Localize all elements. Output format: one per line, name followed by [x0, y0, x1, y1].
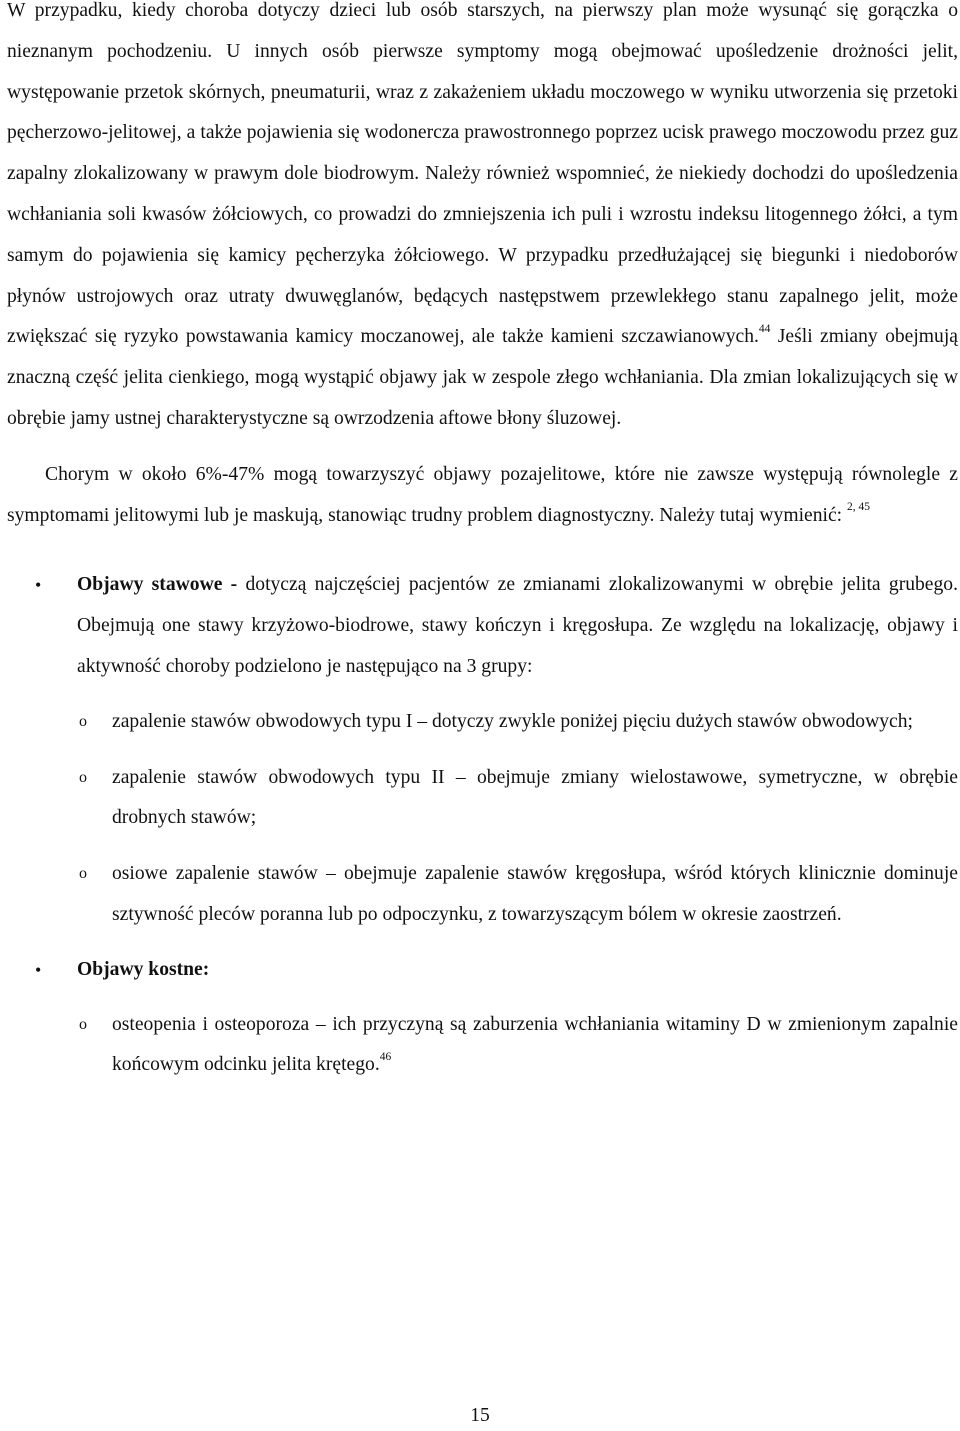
- circle-bullet-icon: o: [79, 768, 87, 786]
- sub-list-item: [7, 1005, 958, 1087]
- sub-list-item: [7, 758, 958, 840]
- document-page: [7, 0, 958, 1086]
- sub-list-bone: [7, 1005, 958, 1087]
- sub-list-item-text: osiowe zapalenie stawów – obejmuje zapalenie stawów kręgosłupa, wśród których klinicznie dominuje sztywność pleców poranna lub po odpoczynku, z towarzyszącym bólem w okresie zaostrzeń.: [112, 863, 958, 925]
- paragraph-text: Jeśli zmiany obejmują znaczną część jelita cienkiego, mogą wystąpić objawy jak w zespole złego wchłaniania. Dla zmian lokalizujących się w obrębie jamy ustnej charakterystyczne są owrzodzenia aftowe błony śluzowej.: [7, 326, 958, 429]
- sub-list-joint-groups: [7, 702, 958, 936]
- bullet-icon: •: [35, 575, 42, 596]
- paragraph-text: W przypadku, kiedy choroba dotyczy dzieci lub osób starszych, na pierwszy plan może wysunąć się gorączka o nieznanym pochodzeniu. U innych osób pierwsze symptomy mogą obejmować upośledzenie drożności jelit, występowanie przetok skórnych, pneumaturii, wraz z zakażeniem układu moczowego w wyniku utworzenia się przetoki pęcherzowo-jelitowej, a także pojawienia się wodonercza prawostronnego poprzez ucisk prawego moczowodu przez guz zapalny zlokalizowany w prawym dole biodrowym. Należy również wspomnieć, że niekiedy dochodzi do upośledzenia wchłaniania soli kwasów żółciowych, co prowadzi do zmniejszenia ich puli i wzrostu indeksu litogennego żółci, a tym samym do pojawienia się kamicy pęcherzyka żółciowego. W przypadku przedłużającej się biegunki i niedoborów płynów ustrojowych oraz utraty dwuwęglanów, będących następstwem przewlekłego stanu zapalnego jelit, może zwiększać się ryzyko powstawania kamicy moczanowej, ale także kamieni szczawianowych.: [7, 0, 958, 348]
- sub-list-item: [7, 854, 958, 936]
- footnote-ref: 2, 45: [847, 501, 870, 514]
- sub-list-item-text: zapalenie stawów obwodowych typu I – dotyczy zwykle poniżej pięciu dużych stawów obwodowych;: [112, 710, 913, 732]
- list-item-title: Objawy stawowe -: [77, 574, 238, 596]
- symptom-list: [7, 565, 958, 1086]
- circle-bullet-icon: o: [79, 712, 87, 730]
- list-item-bone-symptoms: [7, 950, 958, 1086]
- footnote-ref: 46: [379, 1050, 392, 1063]
- paragraph-text: Chorym w około 6%-47% mogą towarzyszyć objawy pozajelitowe, które nie zawsze występują równolegle z symptomami jelitowymi lub je maskują, stanowiąc trudny problem diagnostyczny. Należy tutaj wymienić:: [7, 463, 958, 526]
- list-item-title: Objawy kostne:: [77, 958, 210, 980]
- sub-list-item-text: zapalenie stawów obwodowych typu II – obejmuje zmiany wielostawowe, symetryczne, w obrębie drobnych stawów;: [112, 766, 958, 829]
- sub-list-item: [7, 702, 958, 743]
- list-item-joint-symptoms: [7, 565, 958, 935]
- circle-bullet-icon: o: [79, 1015, 87, 1033]
- paragraph-extraintestinal: [7, 455, 958, 537]
- page-number: 15: [470, 1405, 490, 1426]
- paragraph-symptoms: [7, 0, 958, 440]
- list-item-text: dotyczą najczęściej pacjentów ze zmianami zlokalizowanymi w obrębie jelita grubego. Obejmują one stawy krzyżowo-biodrowe, stawy kończyn i kręgosłupa. Ze względu na lokalizację, objawy i aktywność choroby podzielono je następująco na 3 grupy:: [77, 574, 958, 677]
- bullet-icon: •: [35, 959, 42, 980]
- sub-list-item-text: osteopenia i osteoporoza – ich przyczyną są zaburzenia wchłaniania witaminy D w zmienionym zapalnie końcowym odcinku jelita krętego.: [112, 1013, 958, 1076]
- footnote-ref: 44: [758, 322, 771, 335]
- circle-bullet-icon: o: [79, 865, 87, 883]
